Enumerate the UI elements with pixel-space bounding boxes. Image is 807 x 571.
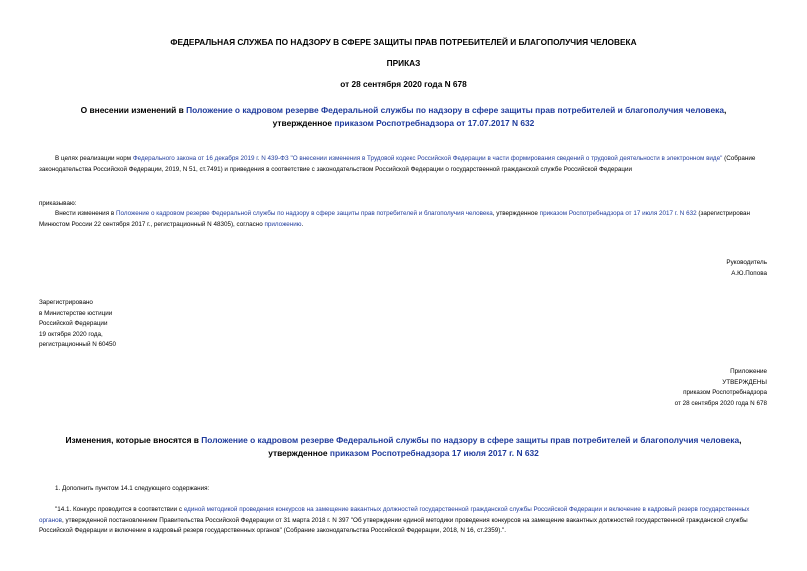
doc-type-heading: ПРИКАЗ	[386, 58, 421, 68]
signature-name: А.Ю.Попова	[731, 269, 767, 277]
changes-title-prefix: Изменения, которые вносятся в	[65, 435, 202, 445]
signature-block	[567, 258, 767, 279]
quote-text-1: "14.1. Конкурс проводится в соответствии с	[55, 506, 184, 513]
title-comma: ,	[723, 105, 727, 115]
quote-link-methodology[interactable]: единой методикой проведения конкурсов на замещение вакантных должностей государственной гражданской службы Российской Федерации и включение в кадровый резерв государственных органов	[39, 506, 750, 524]
title-link-order[interactable]: приказом Роспотребнадзора от 17.07.2017 N 632	[334, 118, 535, 128]
preamble-link-federal-law[interactable]: Федерального закона от 16 декабря 2019 г. N 439-ФЗ "О внесении изменения в Трудовой кодекс Российской Федерации в части формирования сведений о трудовой деятельности в электронном виде"	[132, 155, 723, 162]
appendix-line: приказом Роспотребнадзора	[683, 389, 767, 396]
order-link-prikaz[interactable]: приказом Роспотребнадзора от 17 июля 2017 г. N 632	[539, 210, 697, 217]
preamble-text-1: В целях реализации норм	[55, 155, 133, 162]
quote-text-2: , утвержденной постановлением Правительства Российской Федерации от 31 марта 2018 г. N 397 "Об утверждении единой методики проведения конкурсов на замещение вакантных должностей государственной гражданской службы Российской Федерации и включение в кадровый резерв государственных органов"	[39, 516, 748, 534]
appendix-stamp	[547, 367, 767, 409]
order-text-2: , утвержденное	[492, 210, 540, 217]
title-link-regulation[interactable]: Положение о кадровом резерве Федеральной службы по надзору в сфере защиты прав потребителей и благополучия человека	[186, 105, 724, 115]
changes-title-approved: утвержденное	[268, 448, 330, 458]
quote-paragraph	[39, 505, 771, 537]
order-text-3: (зарегистрирован Минюстом России 22 сентября 2017 г., регистрационный N 48305), согласно	[39, 210, 750, 228]
order-link-regulation[interactable]: Положение о кадровом резерве Федеральной службы по надзору в сфере защиты прав потребителей и благополучия человека	[115, 210, 493, 217]
order-text-1: Внести изменения в	[55, 210, 116, 217]
title-prefix: О внесении изменений в	[80, 105, 187, 115]
registration-line: 19 октября 2020 года,	[39, 330, 103, 338]
signature-role: Руководитель	[726, 259, 767, 266]
item-1: 1. Дополнить пунктом 14.1 следующего содержания:	[55, 485, 210, 492]
quote-text-3: (Собрание законодательства Российской Федерации, 2018, N 16, ст.2359).".	[281, 527, 507, 534]
registration-line: регистрационный N 60450	[39, 341, 117, 348]
order-text-4: .	[301, 220, 304, 228]
registration-block	[39, 298, 239, 351]
changes-title	[30, 434, 777, 460]
appendix-line: от 28 сентября 2020 года N 678	[674, 399, 767, 407]
doc-date-number: от 28 сентября 2020 года N 678	[340, 79, 467, 89]
registration-line: Российской Федерации	[39, 320, 108, 327]
changes-title-link-regulation[interactable]: Положение о кадровом резерве Федеральной службы по надзору в сфере защиты прав потребителей и благополучия человека	[201, 435, 740, 445]
registration-line: в Министерстве юстиции	[39, 309, 113, 317]
document-title	[30, 104, 777, 130]
order-paragraph	[39, 209, 771, 230]
appendix-line: Приложение	[730, 368, 767, 375]
registration-line: Зарегистрировано	[39, 299, 93, 306]
title-approved: утвержденное	[272, 118, 335, 128]
appendix-line: УТВЕРЖДЕНЫ	[722, 378, 767, 386]
order-link-appendix[interactable]: приложению	[264, 220, 302, 228]
agency-heading: ФЕДЕРАЛЬНАЯ СЛУЖБА ПО НАДЗОРУ В СФЕРЕ ЗАЩИТЫ ПРАВ ПОТРЕБИТЕЛЕЙ И БЛАГОПОЛУЧИЯ ЧЕЛОВЕКА	[170, 37, 637, 47]
order-label: приказываю:	[39, 200, 77, 207]
changes-title-link-order[interactable]: приказом Роспотребнадзора 17 июля 2017 г. N 632	[329, 448, 539, 458]
changes-title-comma: ,	[739, 435, 742, 445]
preamble-text-2: (Собрание законодательства Российской Федерации, 2019, N 51, ст.7491) и приведения в соответствие с законодательством Российской Федерации о государственной гражданской службе Российской Федерации	[39, 155, 756, 173]
preamble-paragraph	[39, 154, 771, 175]
